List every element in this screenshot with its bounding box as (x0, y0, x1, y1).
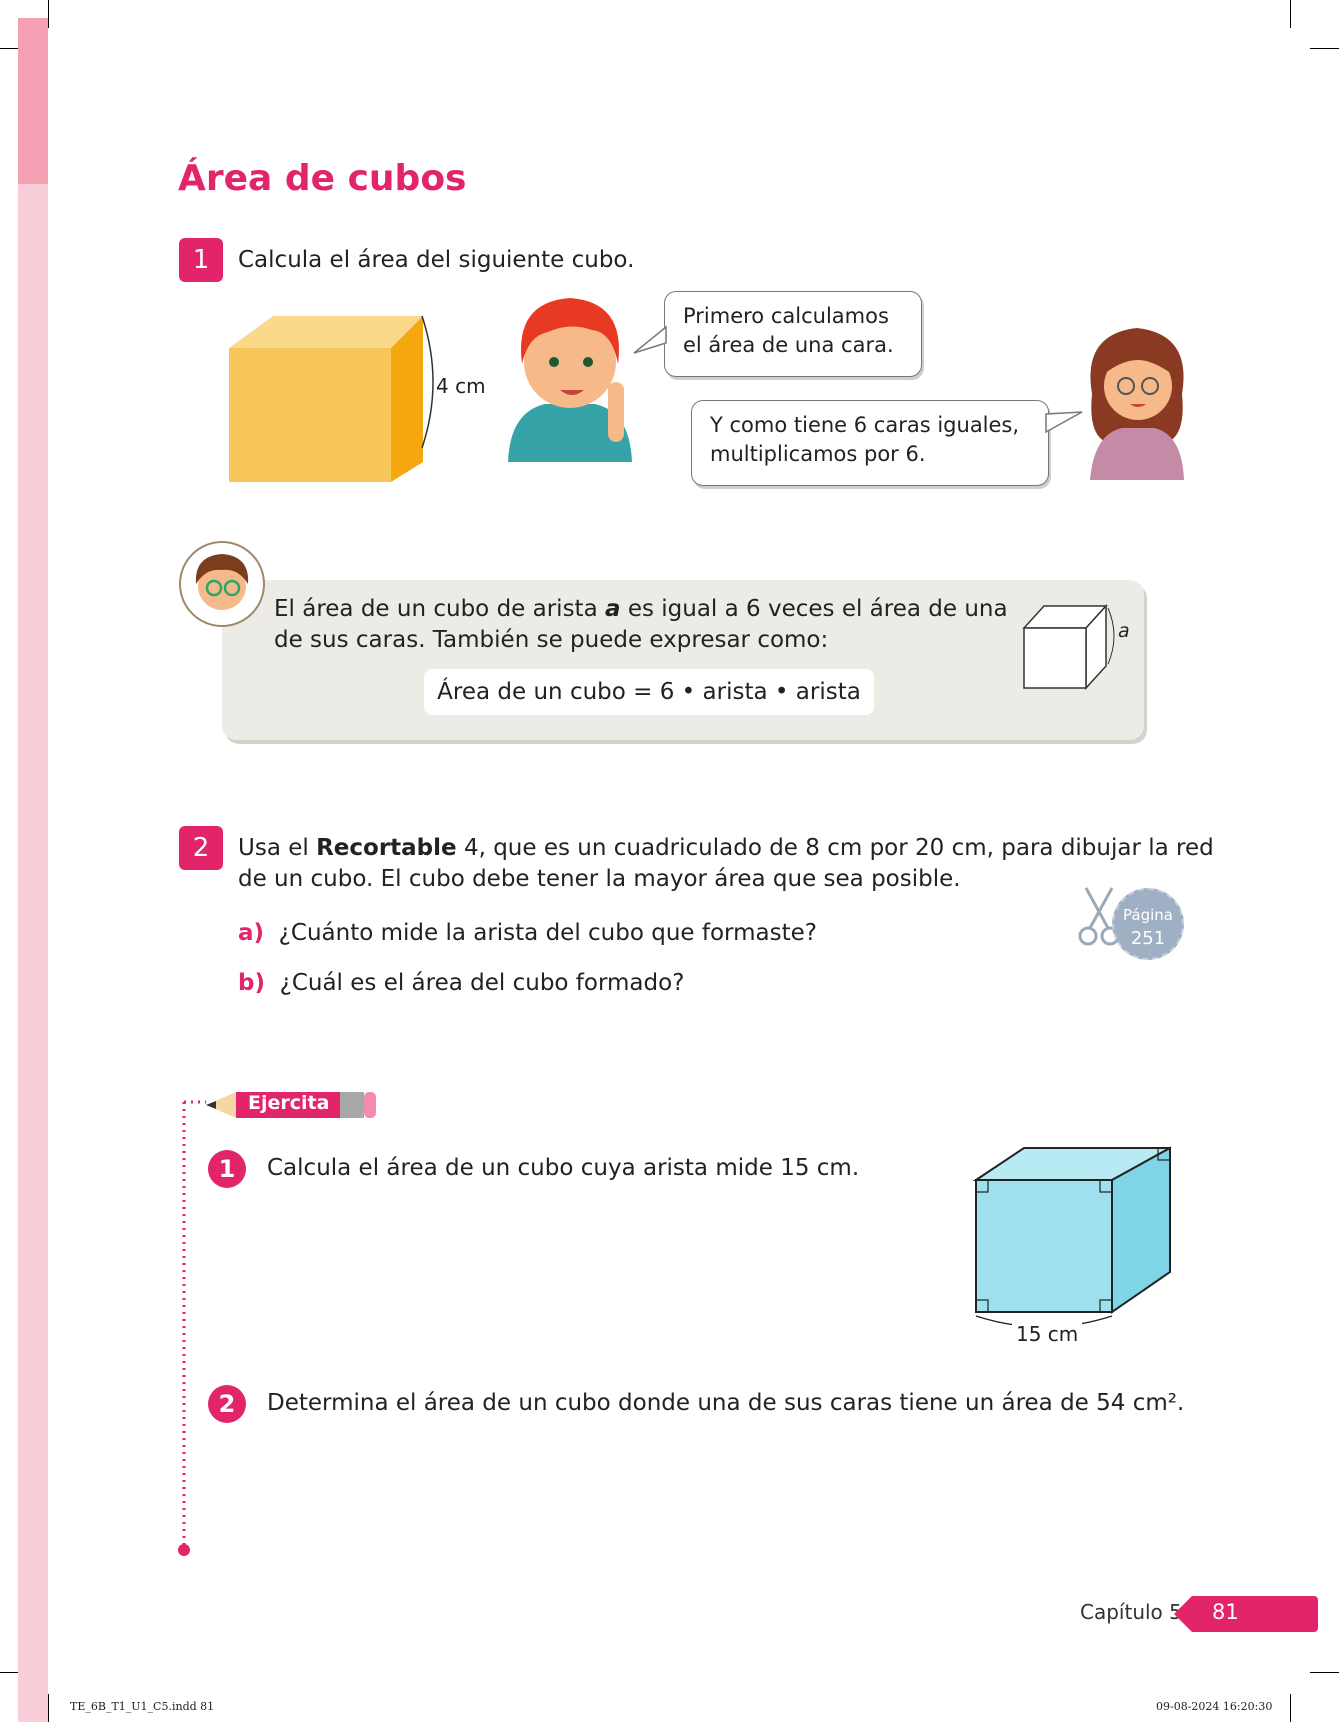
speech-bubble-girl: Y como tiene 6 caras iguales, multiplicamos por 6. (691, 400, 1049, 486)
side-stripe (18, 18, 48, 1722)
activity-2-text: Usa el Recortable 4, que es un cuadriculado de 8 cm por 20 cm, para dibujar la red de un cubo. El cubo debe tener la mayor área que sea posible. (238, 835, 1214, 892)
exercise-2-text: Determina el área de un cubo donde una de sus caras tiene un área de 54 cm². (267, 1390, 1185, 1416)
exercise-1-number: 1 (208, 1150, 246, 1188)
small-cube-label: a (1118, 620, 1130, 642)
activity-2-item-a: a) ¿Cuánto mide la arista del cubo que formaste? (238, 920, 817, 946)
speech-bubble-tail (1044, 410, 1084, 440)
girl-character-illustration (1082, 324, 1192, 480)
page-reference-label: Página (1123, 906, 1173, 924)
activity-1-number: 1 (179, 238, 223, 282)
blue-cube-illustration (972, 1142, 1172, 1348)
formula-box: Área de un cubo = 6 • arista • arista (424, 669, 874, 715)
teacher-avatar-icon (178, 540, 266, 628)
exercise-2-number: 2 (208, 1385, 246, 1423)
side-stripe-accent (18, 18, 48, 184)
page-title: Área de cubos (178, 158, 467, 199)
crop-mark (48, 0, 49, 28)
info-variable: a (604, 596, 621, 622)
blue-cube-label: 15 cm (1012, 1322, 1082, 1346)
page-number: 81 (1212, 1600, 1239, 1624)
speech-bubble-boy: Primero calculamos el área de una cara. (664, 291, 922, 377)
speech-bubble-tail (632, 325, 672, 355)
crop-mark (1310, 48, 1339, 49)
small-cube-diagram (1020, 600, 1130, 692)
cube-edge-label: 4 cm (436, 374, 486, 398)
ejercita-label: Ejercita (248, 1092, 330, 1114)
page-reference-badge (1112, 888, 1184, 960)
info-text: El área de un cubo de arista a es igual a 6 veces el área de una de sus caras. También se puede expresar como: (274, 596, 1008, 653)
page-number-tab (1192, 1596, 1318, 1632)
crop-mark (48, 1694, 49, 1722)
boy-character-illustration (500, 292, 640, 467)
orange-cube-illustration (225, 312, 435, 487)
slug-filename: TE_6B_T1_U1_C5.indd 81 (70, 1700, 215, 1713)
slug-date: 09-08-2024 16:20:30 (1156, 1700, 1273, 1713)
crop-mark (1290, 1694, 1291, 1722)
exercise-1-text: Calcula el área de un cubo cuya arista mide 15 cm. (267, 1155, 860, 1181)
activity-2-item-b: b) ¿Cuál es el área del cubo formado? (238, 970, 685, 996)
activity-1-instruction: Calcula el área del siguiente cubo. (238, 247, 635, 273)
crop-mark (1310, 1672, 1339, 1673)
recortable-bold: Recortable (316, 835, 457, 861)
activity-2-number: 2 (179, 826, 223, 870)
page-reference-number: 251 (1130, 928, 1166, 949)
crop-mark (1290, 0, 1291, 28)
chapter-label: Capítulo 5 (1080, 1600, 1182, 1624)
